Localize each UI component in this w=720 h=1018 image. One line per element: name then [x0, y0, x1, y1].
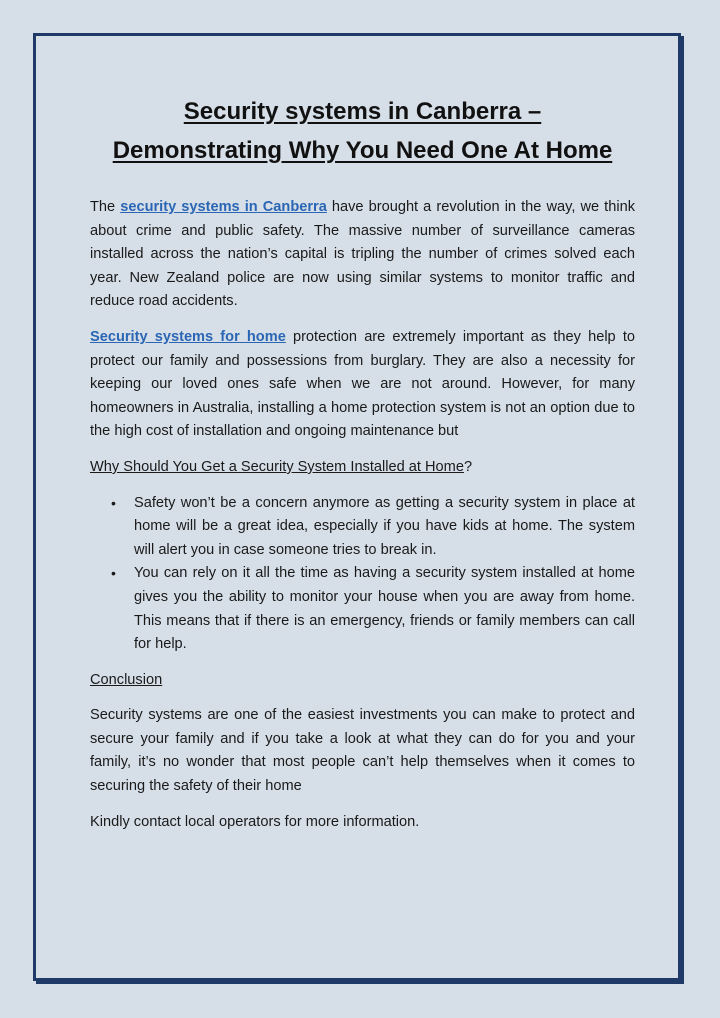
list-item-text: You can rely on it all the time as having a security system installed at home gives you the ability to monitor your house when you are away from home. This means that if there is an emergency, friends or family members can call for help. [134, 565, 635, 653]
why-heading-suffix: ? [463, 458, 473, 475]
intro-prefix: The [90, 199, 121, 215]
why-heading-text: Why Should You Get a Security System Installed at Home [90, 458, 464, 475]
conclusion-heading-text: Conclusion [90, 671, 163, 688]
home-security-paragraph [90, 326, 635, 444]
document-title [90, 92, 635, 170]
list-item-text: Safety won’t be a concern anymore as getting a security system in place at home will be a great idea, especially if you have kids at home. The system will alert you in case someone tries to break in. [134, 494, 635, 558]
intro-paragraph [90, 196, 635, 314]
list-item [111, 492, 635, 563]
conclusion-heading [90, 669, 635, 693]
closing-paragraph: Kindly contact local operators for more information. [90, 813, 420, 830]
security-systems-home-link[interactable]: Security systems for home [90, 328, 286, 345]
title-line-2: Demonstrating Why You Need One At Home [112, 137, 613, 164]
title-line-1: Security systems in Canberra – [183, 98, 542, 125]
bullet-icon: • [111, 565, 116, 582]
document-page [33, 33, 681, 981]
document-content [90, 92, 635, 846]
why-heading [90, 456, 635, 480]
security-systems-canberra-link[interactable]: security systems in Canberra [120, 199, 327, 215]
list-item [111, 562, 635, 656]
intro-body: have brought a revolution in the way, we think about crime and public safety. The massive number of surveillance cameras installed across the nation’s capital is tripling the number of crimes solved each year. New Zealand police are now using similar systems to monitor traffic and reduce road accidents. [90, 199, 635, 310]
bullet-icon: • [111, 494, 116, 511]
conclusion-paragraph: Security systems are one of the easiest investments you can make to protect and secure your family and if you take a look at what they can do for you and your family, it’s no wonder that most people can’t help themselves when it comes to securing the safety of their home [90, 707, 635, 795]
home-security-body: protection are extremely important as they help to protect our family and possessions from burglary. They are also a necessity for keeping our loved ones safe when we are not around. However, for many homeowners in Australia, installing a home protection system is not an option due to the high cost of installation and ongoing maintenance but [90, 328, 635, 440]
benefits-list [90, 492, 635, 657]
